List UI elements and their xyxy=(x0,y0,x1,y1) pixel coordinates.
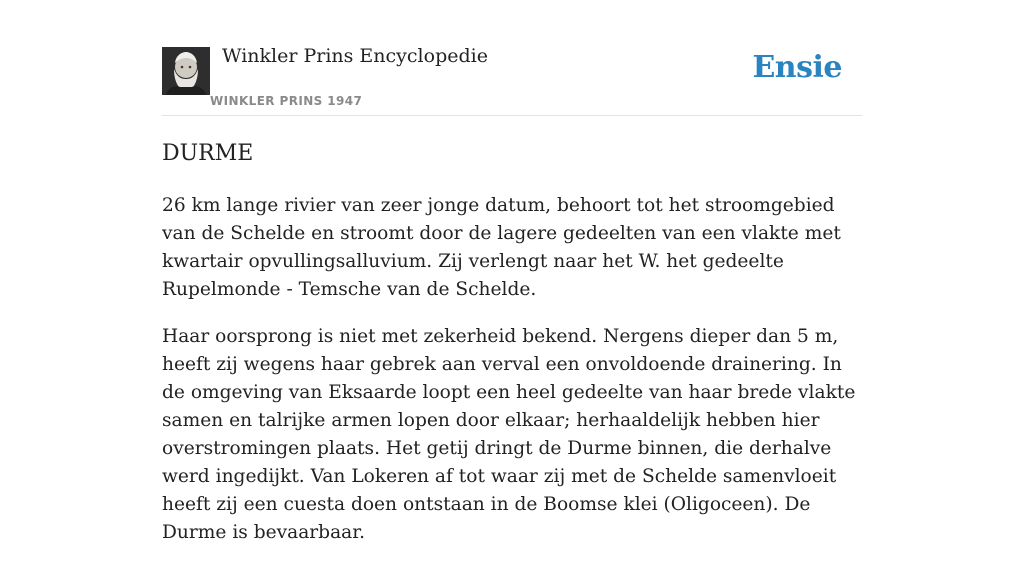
content-container xyxy=(162,0,862,543)
source-avatar[interactable] xyxy=(162,47,210,95)
source-subtitle[interactable]: WINKLER PRINS 1947 xyxy=(210,94,363,108)
portrait-icon xyxy=(162,47,210,95)
article-paragraph: Haar oorsprong is niet met zekerheid bekend. Nergens dieper dan 5 m, heeft zij wegens haar gebrek aan verval een onvoldoende drainering. In de omgeving van Eksaarde loopt een heel gedeelte van haar brede vlakte samen en talrijke armen lopen door elkaar; herhaaldelijk hebben hier overstromingen plaats. Het getij dringt de Durme binnen, die derhalve werd ingedijkt. Van Lokeren af tot waar zij met de Schelde samenvloeit heeft zij een cuesta doen ontstaan in de Boomse klei (Oligoceen). De Durme is bevaarbaar. xyxy=(162,326,856,543)
source-title[interactable]: Winkler Prins Encyclopedie xyxy=(222,45,488,67)
article-term: DURME xyxy=(162,141,254,166)
header xyxy=(162,0,862,116)
article-paragraph: 26 km lange rivier van zeer jonge datum, behoort tot het stroomgebied van de Schelde en stroomt door de lagere gedeelten van een vlakte met kwartair opvullingsalluvium. Zij verlengt naar het W. het gedeelte Rupelmonde - Temsche van de Schelde. xyxy=(162,195,841,300)
article-body xyxy=(162,192,862,566)
brand-logo[interactable]: Ensie xyxy=(752,50,842,85)
